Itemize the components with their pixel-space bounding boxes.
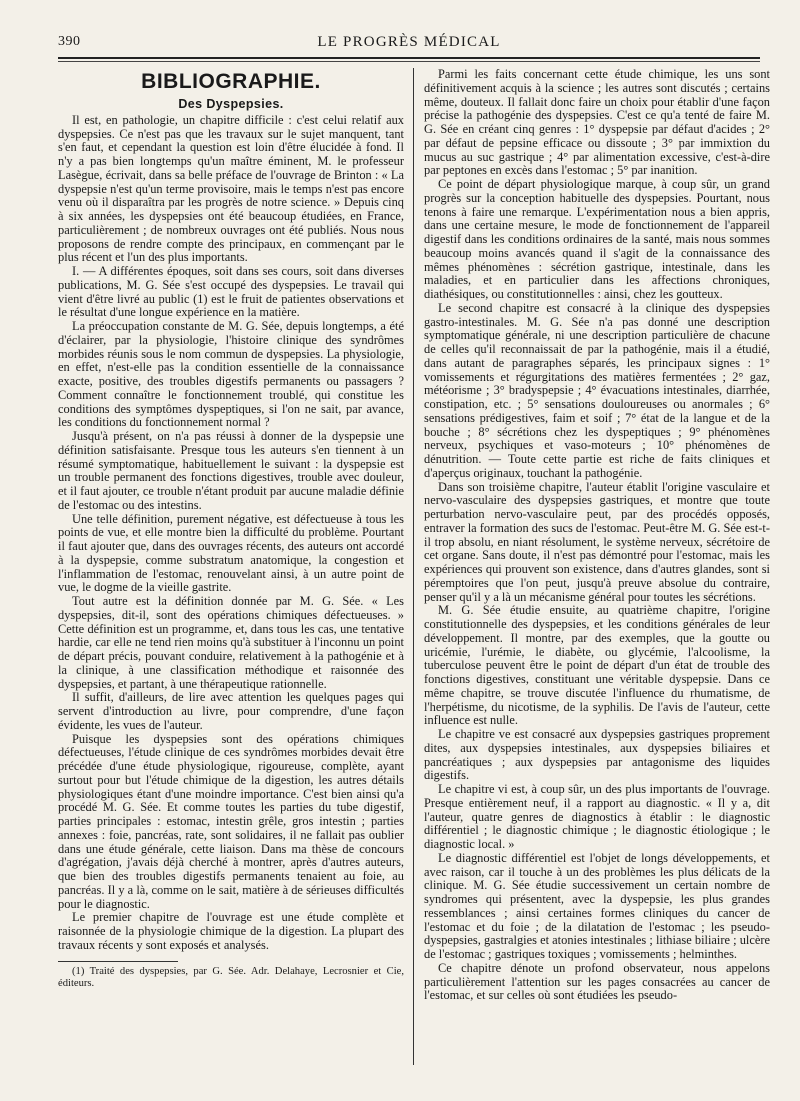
right-column: [424, 68, 770, 1083]
paragraph: Tout autre est la définition donnée par M. G. Sée. « Les dyspepsies, dit-il, sont des opérations chimiques défectueuses. » Cette définition est un programme, et, dans tous les cas, une tentative hardie, car elle ne tend rien moins qu'à substituer à l'inconnu un point de départ précis, pouvant conduire, relativement à la pathogénie et à la clinique, à une classification méthodique et raisonnée des dyspepsies, et partant, à une thérapeutique rationnelle.: [58, 594, 404, 691]
column-divider: [413, 68, 414, 1065]
paragraph: Le chapitre ve est consacré aux dyspepsies gastriques proprement dites, aux dyspepsies intestinales, aux dyspepsies biliaires et pancréatiques ; aux dyspepsies par antagonisme des liquides digestifs.: [424, 727, 770, 783]
paragraph: Il est, en pathologie, un chapitre difficile : c'est celui relatif aux dyspepsies. Ce n'est pas que les travaux sur le sujet manquent, tant s'en faut, et cependant la question est loin d'être élucidée à fond. Il n'y a pas bien longtemps qu'un maître éminent, M. le professeur Lasègue, écrivait, dans sa belle préface de l'ouvrage de Brinton : « La dyspepsie n'est qu'un terme provisoire, mais le temps n'est pas encore venu où il disparaîtra par les progrès de notre science. » Depuis cinq à six années, les dyspepsies ont été beaucoup étudiées, en France, particulièrement ; de nombreux ouvrages ont été publiés. Nous nous proposons de rendre compte des principaux, en commençant par le plus récent et l'un des plus importants.: [58, 112, 404, 265]
page-header: [58, 34, 760, 56]
paragraph: Le diagnostic différentiel est l'objet de longs développements, et avec raison, car il touche à un des problèmes les plus délicats de la clinique. M. G. Sée étudie successivement un certain nombre de syndromes qui présentent, avec la dyspepsie, les plus grandes ressemblances ; ainsi certaines formes cliniques du cancer de l'estomac et du foie ; de la dilatation de l'estomac ; les pseudo-dyspepsies, gastralgies et atonies intestinales ; lithiase biliaire ; ulcère de l'estomac ; gastriques toxiques ; vomissements ; helminthes.: [424, 850, 770, 961]
footnote-rule: [58, 961, 178, 962]
paragraph: Le premier chapitre de l'ouvrage est une étude complète et raisonnée de la physiologie chimique de la digestion. La plupart des travaux récents y sont exposés et analysés.: [58, 910, 404, 952]
section-subheading: Des Dyspepsies.: [178, 97, 284, 111]
footnote: (1) Traité des dyspepsies, par G. Sée. Adr. Delahaye, Lecrosnier et Cie, éditeurs.: [58, 965, 404, 989]
page-number: 390: [58, 34, 81, 49]
paragraph: La préoccupation constante de M. G. Sée, depuis longtemps, a été d'éclairer, par la physiologie, l'histoire clinique des syndrômes morbides réunis sous le nom commun de dyspepsies. La physiologie, en effet, n'est-elle pas la condition essentielle de la connaissance exacte, positive, des troubles digestifs permanents ou passagers ? Comment connaître le fonctionnement troublé, qui constitue les conditions des symptômes dyspeptiques, si l'on ne sait, par avance, les conditions du fonctionnement normal ?: [58, 319, 404, 430]
paragraph: Puisque les dyspepsies sont des opérations chimiques défectueuses, l'étude clinique de ces syndrômes morbides devait être précédée d'une étude physiologique, rigoureuse, complète, ayant surtout pour but l'étude chimique de la digestion, les autres détails physiologiques étant d'une moindre importance. C'est bien ainsi qu'a procédé M. G. Sée. Et comme toutes les parties du tube digestif, parties principales : estomac, intestin grêle, gros intestin ; parties annexes : foie, pancréas, rate, sont solidaires, il ne fallait pas oublier dans une étude générale, cette liaison. Dans ma thèse de concours d'agrégation, j'avais déjà cherché à montrer, après d'autres auteurs, que bien des troubles digestifs permanents tenaient au foie, au pancréas. Il y a là, comme on le sait, matière à de sérieuses difficultés pour le diagnostic.: [58, 731, 404, 911]
paragraph: Le chapitre vi est, à coup sûr, un des plus importants de l'ouvrage. Presque entièrement neuf, il a rapport au diagnostic. « Il y a, dit l'auteur, quatre genres de diagnostics à établir : le diagnostic différentiel ; le diagnostic chimique ; le diagnostic étiologique ; le diagnostic local. »: [424, 782, 770, 851]
paragraph: M. G. Sée étudie ensuite, au quatrième chapitre, l'origine constitutionnelle des dyspepsies, et les conditions générales de leur développement. Il montre, par des exemples, que la goutte ou uricémie, l'urémie, le diabète, ou glycémie, l'alcoolisme, la tuberculose peuvent être le point de départ d'un état de trouble des fonctions digestives, constituant une véritable dyspepsie. Dans ce même chapitre, se trouve discutée l'influence du rhumatisme, de l'herpétisme, du nicotisme, de la syphilis. De l'avis de l'auteur, cette influence est nulle.: [424, 603, 770, 728]
header-rule: [58, 57, 760, 59]
paragraph: Ce chapitre dénote un profond observateur, nous appelons particulièrement l'attention sur les pages consacrées au cancer de l'estomac, et sur celles où sont étudiées les pseudo-: [424, 960, 770, 1003]
section-heading: BIBLIOGRAPHIE.: [141, 70, 321, 93]
paragraph: Jusqu'à présent, on n'a pas réussi à donner de la dyspepsie une définition satisfaisante. Presque tous les auteurs s'en tiennent à un résumé symptomatique, habituellement le suivant : la dyspepsie est un trouble permanent des fonctions digestives, trouble avec douleur, et il faut ajouter, ce trouble n'étant produit par aucune maladie définie de l'estomac ou des intestins.: [58, 429, 404, 512]
paragraph: Une telle définition, purement négative, est défectueuse à tous les points de vue, et elle montre bien la difficulté du problème. Pourtant il faut ajouter que, dans des ouvrages récents, des auteurs ont accordé à la dyspepsie, comme substratum anatomique, la congestion et l'inflammation de l'estomac, renouvelant ainsi, à un autre point de vue, le dogme de la vieille gastrite.: [58, 511, 404, 595]
left-column: [58, 68, 404, 1083]
paragraph: Ce point de départ physiologique marque, à coup sûr, un grand progrès sur la conception habituelle des dyspepsies. Pourtant, nous tenons à faire une remarque. L'expérimentation nous a bien appris, dans une certaine mesure, le mode de fonctionnement de l'appareil digestif dans les conditions ordinaires de la santé, mais nous sommes beaucoup moins avancés quand il s'agit de la connaissance des mêmes phénomènes : sécrétion gastrique, intestinale, dans les maladies, et en particulier dans les affections chroniques, diathésiques, ou constitutionnelles : ainsi, chez les goutteux.: [424, 177, 770, 301]
paragraph: Dans son troisième chapitre, l'auteur établit l'origine vasculaire et nervo-vasculaire des dyspepsies gastriques, et montre que toute perturbation nervo-vasculaire peut, par des procédés opposés, entraver la formation des sucs de l'estomac. Peut-être M. G. Sée est-t-il trop absolu, en niant résolument, le système nerveux, sécrétoire de cet organe. Sans doute, il n'est pas démontré pour l'estomac, mais les expériences qui prouvent son existence, dans d'autres glandes, sont si péremptoires que l'on peut, jusqu'à preuve absolue du contraire, penser qu'il y a là un mécanisme général pour toutes les sécrétions.: [424, 479, 770, 604]
paragraph: Parmi les faits concernant cette étude chimique, les uns sont définitivement acquis à la science ; les autres sont discutés ; certains même, douteux. Il fallait donc faire un choix pour établir d'une façon précise la pathogénie des dyspepsies. C'est ce qu'a tenté de faire M. G. Sée en créant cinq genres : 1° dyspepsie par défaut d'acides ; 2° par défaut de pepsine efficace ou dissoute ; 3° par immixtion du mucus au suc gastrique ; 4° par alimentation excessive, c'est-à-dire par peptones en excès dans l'estomac ; 5° par inanition.: [424, 68, 770, 178]
journal-title: LE PROGRÈS MÉDICAL: [317, 34, 501, 50]
paragraph: Le second chapitre est consacré à la clinique des dyspepsies gastro-intestinales. M. G. Sée n'a pas donné une description symptomatique générale, ni une description particulière de chacune de celles qu'il reconnaissait de par la pathogénie, mais il a étudié, dans autant de paragraphes séparés, les principaux signes : 1° vomissements et régurgitations des matières fermentées ; 2° gaz, météorisme ; 3° bradyspepsie ; 4° évacuations intestinales, diarrhée, constipation, etc. ; 5° sensations douloureuses ou anormales ; 6° sensations prédigestives, faim et soif ; 7° état de la langue et de la bouche ; 8° sécrétions chez les dyspeptiques ; 9° phénomènes nerveux, psychiques et vaso-moteurs ; 10° phénomènes de dénutrition. — Toute cette partie est riche de faits cliniques et d'aperçus originaux, touchant la pathogénie.: [424, 300, 770, 480]
paragraph: Il suffit, d'ailleurs, de lire avec attention les quelques pages qui servent d'introduction au livre, pour comprendre, d'une façon évidente, les vues de l'auteur.: [58, 690, 404, 732]
header-rule-thin: [58, 61, 760, 62]
paragraph: I. — A différentes époques, soit dans ses cours, soit dans diverses publications, M. G. Sée s'est occupé des dyspepsies. Le travail qui vient d'être livré au public (1) est le fruit de patientes observations et le résultat d'une longue expérience en la matière.: [58, 264, 404, 320]
